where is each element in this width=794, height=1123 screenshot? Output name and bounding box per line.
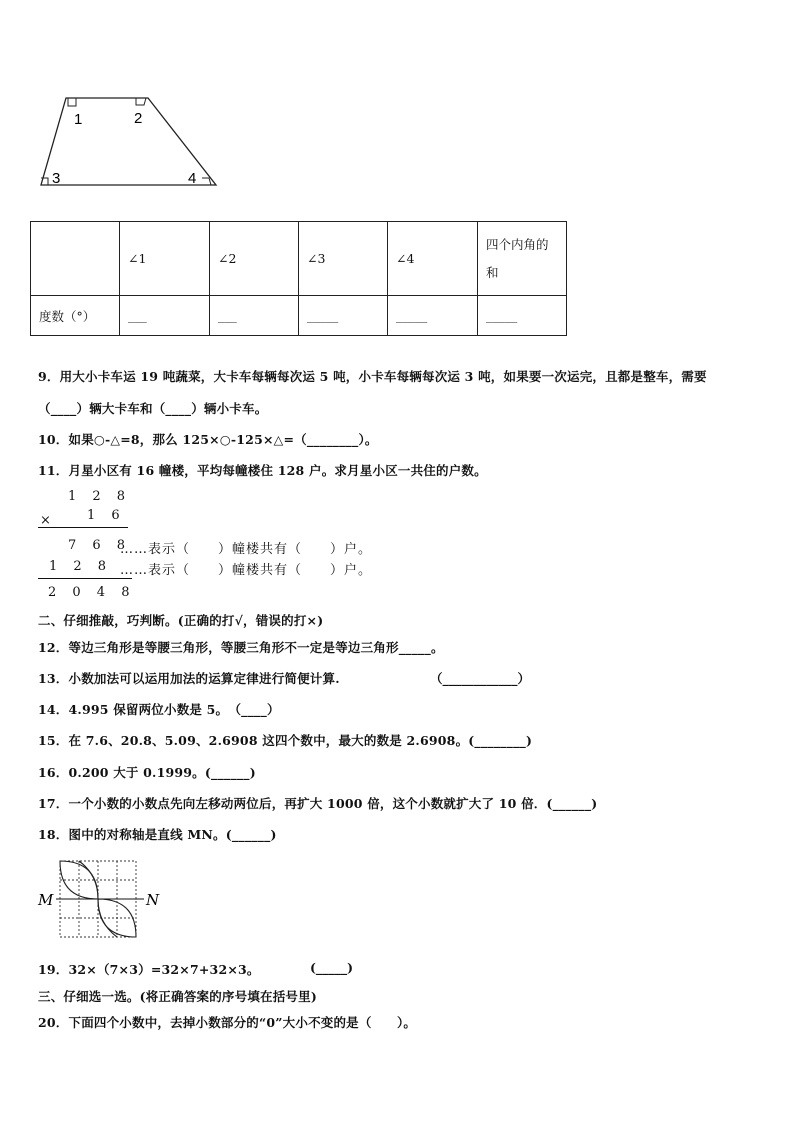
question-9-line2: （____）辆大卡车和（____）辆小卡车。 <box>38 401 268 416</box>
angle-label-1: 1 <box>74 111 83 128</box>
table-blank-3[interactable]: _____ <box>299 296 388 336</box>
mult-line-1 <box>38 527 128 528</box>
mult-row2: 1 6 <box>87 508 126 523</box>
question-20: 20．下面四个小数中，去掉小数部分的“0”大小不变的是（ ）。 <box>38 1015 417 1030</box>
mult-row3: 7 6 8 <box>68 538 132 553</box>
question-11: 11．月星小区有 16 幢楼，平均每幢楼住 128 户。求月星小区一共住的户数。 <box>38 463 487 478</box>
table-header-sum-line2: 和 <box>486 264 499 280</box>
table-blank-5[interactable]: _____ <box>478 296 567 336</box>
table-header-angle3: ∠3 <box>299 222 388 296</box>
question-17: 17．一个小数的小数点先向左移动两位后，再扩大 1000 倍，这个小数就扩大了 10 倍．(______) <box>38 796 598 811</box>
table-row-label: 度数（°） <box>31 296 120 336</box>
table-header-angle4: ∠4 <box>388 222 478 296</box>
question-19-blank[interactable]: (_____) <box>310 960 354 975</box>
question-13-blank[interactable]: （____________） <box>430 671 531 686</box>
section-2-heading: 二、仔细推敲，巧判断。(正确的打√，错误的打×) <box>38 613 324 628</box>
table-blank-1[interactable]: ___ <box>120 296 210 336</box>
trapezoid-figure <box>36 92 226 192</box>
mult-times-sign: × <box>40 513 51 528</box>
mult-row3-explain: ……表示（ ）幢楼共有（ ）户。 <box>120 542 373 557</box>
question-14: 14．4.995 保留两位小数是 5。 （____） <box>38 702 280 717</box>
table-corner-cell <box>31 222 120 296</box>
table-blank-4[interactable]: _____ <box>388 296 478 336</box>
mult-row5: 2 0 4 8 <box>48 585 136 600</box>
section-3-heading: 三、仔细选一选。(将正确答案的序号填在括号里) <box>38 989 317 1004</box>
mult-row4-explain: ……表示（ ）幢楼共有（ ）户。 <box>120 563 373 578</box>
question-18: 18．图中的对称轴是直线 MN。(______) <box>38 827 277 842</box>
table-header-angle1: ∠1 <box>120 222 210 296</box>
question-13: 13．小数加法可以运用加法的运算定律进行简便计算. <box>38 671 340 686</box>
question-12: 12．等边三角形是等腰三角形，等腰三角形不一定是等边三角形_____。 <box>38 640 444 655</box>
question-9-line1: 9．用大小卡车运 19 吨蔬菜，大卡车每辆每次运 5 吨，小卡车每辆每次运 3 吨，如果要一次运完，且都是整车，需要 <box>38 369 707 384</box>
symmetry-grid-figure <box>36 855 166 940</box>
table-header-angle2: ∠2 <box>210 222 299 296</box>
question-15: 15．在 7.6、20.8、5.09、2.6908 这四个数中，最大的数是 2.6908。(________) <box>38 733 533 748</box>
angle-label-4: 4 <box>188 170 197 187</box>
question-16: 16．0.200 大于 0.1999。(______) <box>38 765 256 780</box>
mult-row4: 1 2 8 <box>49 559 113 574</box>
question-19: 19．32×（7×3）=32×7+32×3。 <box>38 962 260 977</box>
line-label-n: N <box>146 891 160 909</box>
mult-row1: 1 2 8 <box>68 489 132 504</box>
table-header-sum-line1: 四个内角的 <box>486 236 549 252</box>
angle-label-3: 3 <box>52 170 61 187</box>
table-blank-2[interactable]: ___ <box>210 296 299 336</box>
question-10: 10．如果○-△=8，那么 125×○-125×△=（________）。 <box>38 432 378 447</box>
mult-line-2 <box>38 578 132 579</box>
line-label-m: M <box>38 891 54 909</box>
angle-table <box>30 221 567 336</box>
angle-label-2: 2 <box>134 110 143 127</box>
table-header-sum <box>478 222 567 296</box>
